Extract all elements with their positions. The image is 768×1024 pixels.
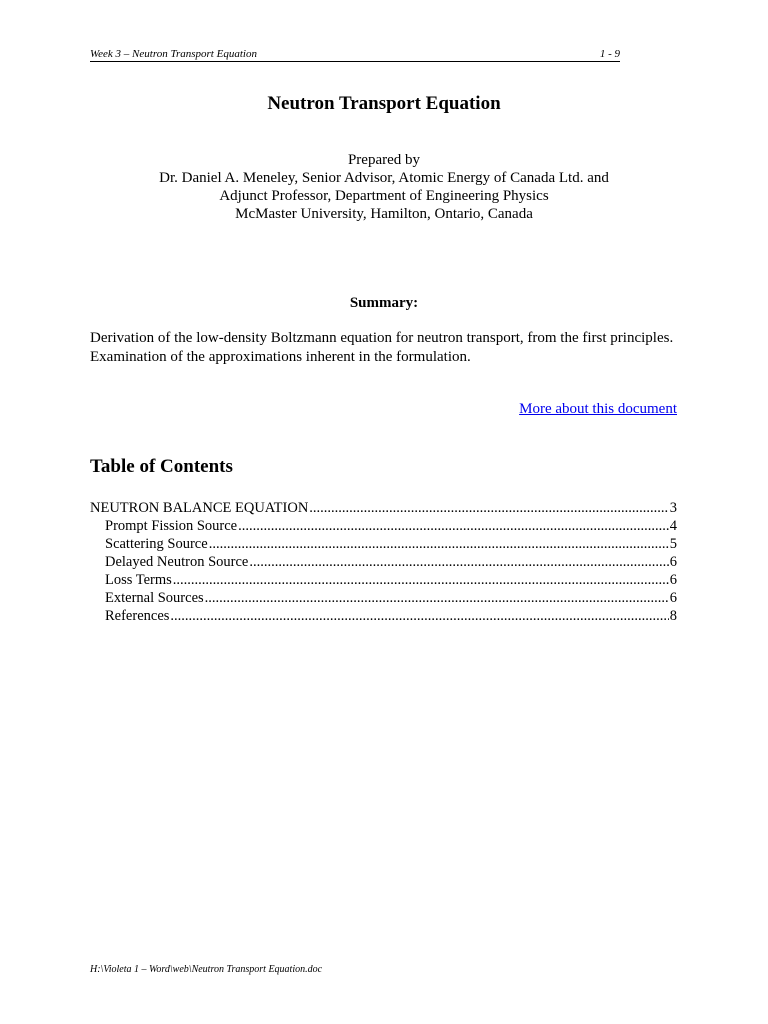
- toc-leader-dots: [205, 589, 669, 607]
- more-about-document-link[interactable]: More about this document: [519, 401, 677, 417]
- toc-entry-neutron-balance-equation[interactable]: [90, 499, 677, 517]
- toc-entry-label: Delayed Neutron Source: [105, 554, 249, 570]
- toc-entry-page: 6: [669, 590, 677, 606]
- header-page-number: 1 - 9: [599, 48, 620, 60]
- toc-entry-external-sources[interactable]: [90, 589, 677, 607]
- author-affiliation-line-1: Dr. Daniel A. Meneley, Senior Advisor, Atomic Energy of Canada Ltd. and: [159, 170, 609, 186]
- toc-leader-dots: [249, 553, 668, 571]
- toc-entry-label: NEUTRON BALANCE EQUATION: [90, 500, 309, 516]
- document-title: Neutron Transport Equation: [267, 93, 501, 114]
- toc-heading: Table of Contents: [90, 456, 233, 477]
- toc-leader-dots: [170, 607, 668, 625]
- header-chapter-title: Week 3 – Neutron Transport Equation: [90, 48, 257, 60]
- running-header: [90, 47, 620, 62]
- toc-entry-loss-terms[interactable]: [90, 571, 677, 589]
- toc-leader-dots: [209, 535, 669, 553]
- author-block: [0, 151, 768, 223]
- toc-entry-label: Loss Terms: [105, 572, 172, 588]
- running-footer-file-path: H:\Violeta 1 – Word\web\Neutron Transport Equation.doc: [90, 964, 323, 975]
- table-of-contents: [90, 499, 677, 625]
- summary-line-1: Derivation of the low-density Boltzmann equation for neutron transport, from the first principles.: [90, 330, 674, 346]
- toc-entry-label: References: [105, 608, 170, 624]
- toc-leader-dots: [173, 571, 669, 589]
- summary-line-2: Examination of the approximations inherent in the formulation.: [90, 349, 471, 365]
- author-affiliation-line-3: McMaster University, Hamilton, Ontario, Canada: [235, 206, 533, 222]
- toc-entry-scattering-source[interactable]: [90, 535, 677, 553]
- author-affiliation-line-2: Adjunct Professor, Department of Engineering Physics: [219, 188, 549, 204]
- toc-entry-references[interactable]: [90, 607, 677, 625]
- toc-entry-label: External Sources: [105, 590, 204, 606]
- toc-entry-page: 6: [669, 554, 677, 570]
- toc-leader-dots: [309, 499, 668, 517]
- toc-entry-page: 3: [669, 500, 677, 516]
- summary-paragraph: [90, 329, 690, 367]
- toc-entry-page: 6: [669, 572, 677, 588]
- toc-leader-dots: [238, 517, 669, 535]
- toc-entry-prompt-fission-source[interactable]: [90, 517, 677, 535]
- toc-entry-label: Scattering Source: [105, 536, 208, 552]
- toc-entry-label: Prompt Fission Source: [105, 518, 238, 534]
- prepared-by-label: Prepared by: [347, 152, 421, 168]
- summary-heading: Summary:: [349, 295, 419, 311]
- toc-entry-page: 8: [669, 608, 677, 624]
- toc-entry-page: 5: [669, 536, 677, 552]
- toc-entry-page: 4: [669, 518, 677, 534]
- toc-entry-delayed-neutron-source[interactable]: [90, 553, 677, 571]
